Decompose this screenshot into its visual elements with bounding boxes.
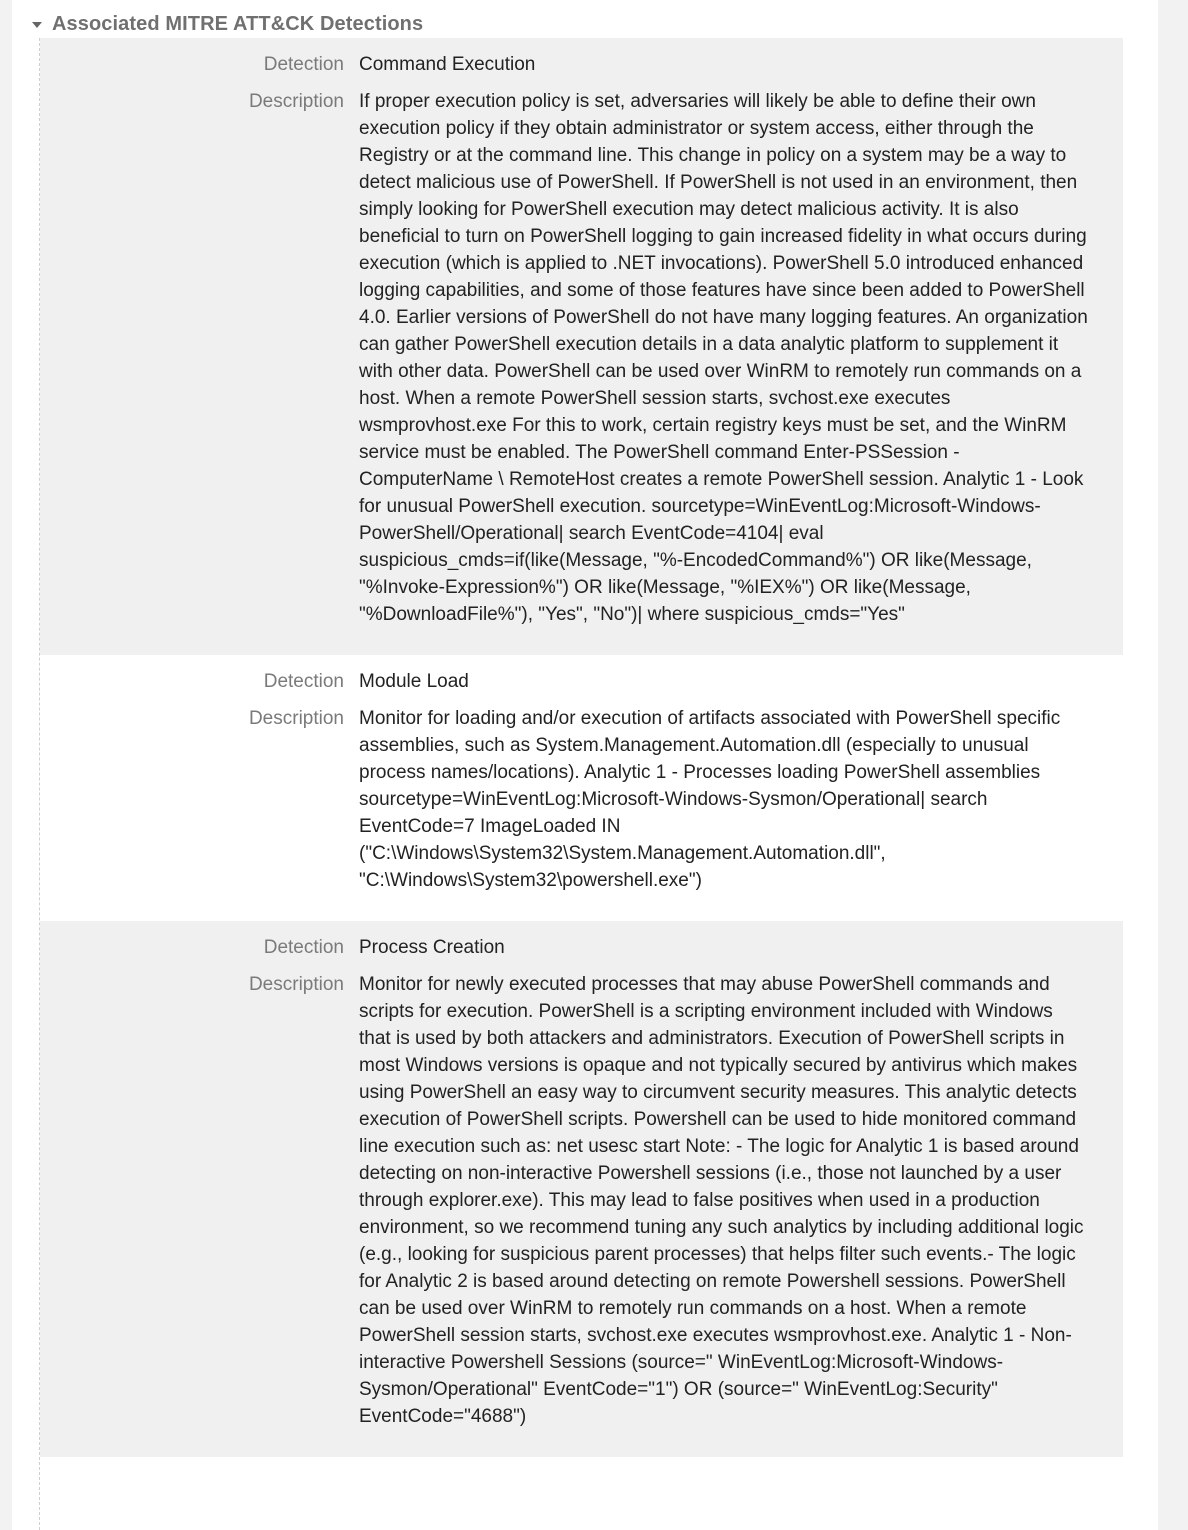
- detections-panel: [12, 0, 1158, 1530]
- detection-description: Monitor for newly executed processes that may abuse PowerShell commands and scripts for execution. PowerShell is a scripting environment included with Windows that is used by both attackers and administrators. Execution of PowerShell scripts in most Windows versions is opaque and not typically secured by antivirus which makes using PowerShell an easy way to circumvent security measures. This analytic detects execution of PowerShell scripts. Powershell can be used to hide monitored command line execution such as: net usesc start Note: - The logic for Analytic 1 is based around detecting on non-interactive Powershell sessions (i.e., those not launched by a user through explorer.exe). This may lead to false positives when used in a production environment, so we recommend tuning any such analytics by including additional logic (e.g., looking for suspicious parent processes) that helps filter such events.- The logic for Analytic 2 is based around detecting on remote Powershell sessions. PowerShell can be used over WinRM to remotely run commands on a host. When a remote PowerShell session starts, svchost.exe executes wsmprovhost.exe. Analytic 1 - Non-interactive Powershell Sessions (source=" WinEventLog:Microsoft-Windows-Sysmon/Operational" EventCode="1") OR (source=" WinEventLog:Security" EventCode="4688"): [359, 974, 1084, 1427]
- detections-list: [40, 38, 1123, 1457]
- description-label: Description: [248, 91, 344, 112]
- detection-label: Detection: [263, 54, 344, 75]
- detection-description: If proper execution policy is set, adversaries will likely be able to define their own execution policy if they obtain administrator or system access, either through the Registry or at the command line. This change in policy on a system may be a way to detect malicious use of PowerShell. If PowerShell is not used in an environment, then simply looking for PowerShell execution may detect malicious activity. It is also beneficial to turn on PowerShell logging to gain increased fidelity in what occurs during execution (which is applied to .NET invocations). PowerShell 5.0 introduced enhanced logging capabilities, and some of those features have since been added to PowerShell 4.0. Earlier versions of PowerShell do not have many logging features. An organization can gather PowerShell execution details in a data analytic platform to supplement it with other data. PowerShell can be used over WinRM to remotely run commands on a host. When a remote PowerShell session starts, svchost.exe executes wsmprovhost.exe For this to work, certain registry keys must be set, and the WinRM service must be enabled. The PowerShell command Enter-PSSession -ComputerName \ RemoteHost creates a remote PowerShell session. Analytic 1 - Look for unusual PowerShell execution. sourcetype=WinEventLog:Microsoft-Windows-PowerShell/Operational| search EventCode=4104| eval suspicious_cmds=if(like(Message, "%-EncodedCommand%") OR like(Message, "%Invoke-Expression%") OR like(Message, "%IEX%") OR like(Message, "%DownloadFile%"), "Yes", "No")| where suspicious_cmds="Yes": [359, 91, 1088, 625]
- detection-entry-process-creation: [40, 921, 1123, 1457]
- description-label: Description: [248, 974, 344, 995]
- section-toggle[interactable]: [32, 10, 423, 38]
- detection-label: Detection: [263, 937, 344, 958]
- description-label: Description: [248, 708, 344, 729]
- detection-entry-module-load: [40, 655, 1123, 921]
- detection-name: Process Creation: [359, 937, 505, 958]
- detection-name: Module Load: [359, 671, 469, 692]
- section-title: Associated MITRE ATT&CK Detections: [52, 12, 424, 35]
- detection-entry-command-execution: [40, 38, 1123, 655]
- caret-down-icon[interactable]: [32, 22, 42, 28]
- detection-name: Command Execution: [359, 54, 536, 75]
- detection-description: Monitor for loading and/or execution of artifacts associated with PowerShell specific assemblies, such as System.Management.Automation.dll (especially to unusual process names/locations). Analytic 1 - Processes loading PowerShell assemblies sourcetype=WinEventLog:Microsoft-Windows-Sysmon/Operational| search EventCode=7 ImageLoaded IN ("C:\Windows\System32\System.Management.Automation.dll", "C:\Windows\System32\powershell.exe"): [359, 708, 1061, 891]
- detection-label: Detection: [263, 671, 344, 692]
